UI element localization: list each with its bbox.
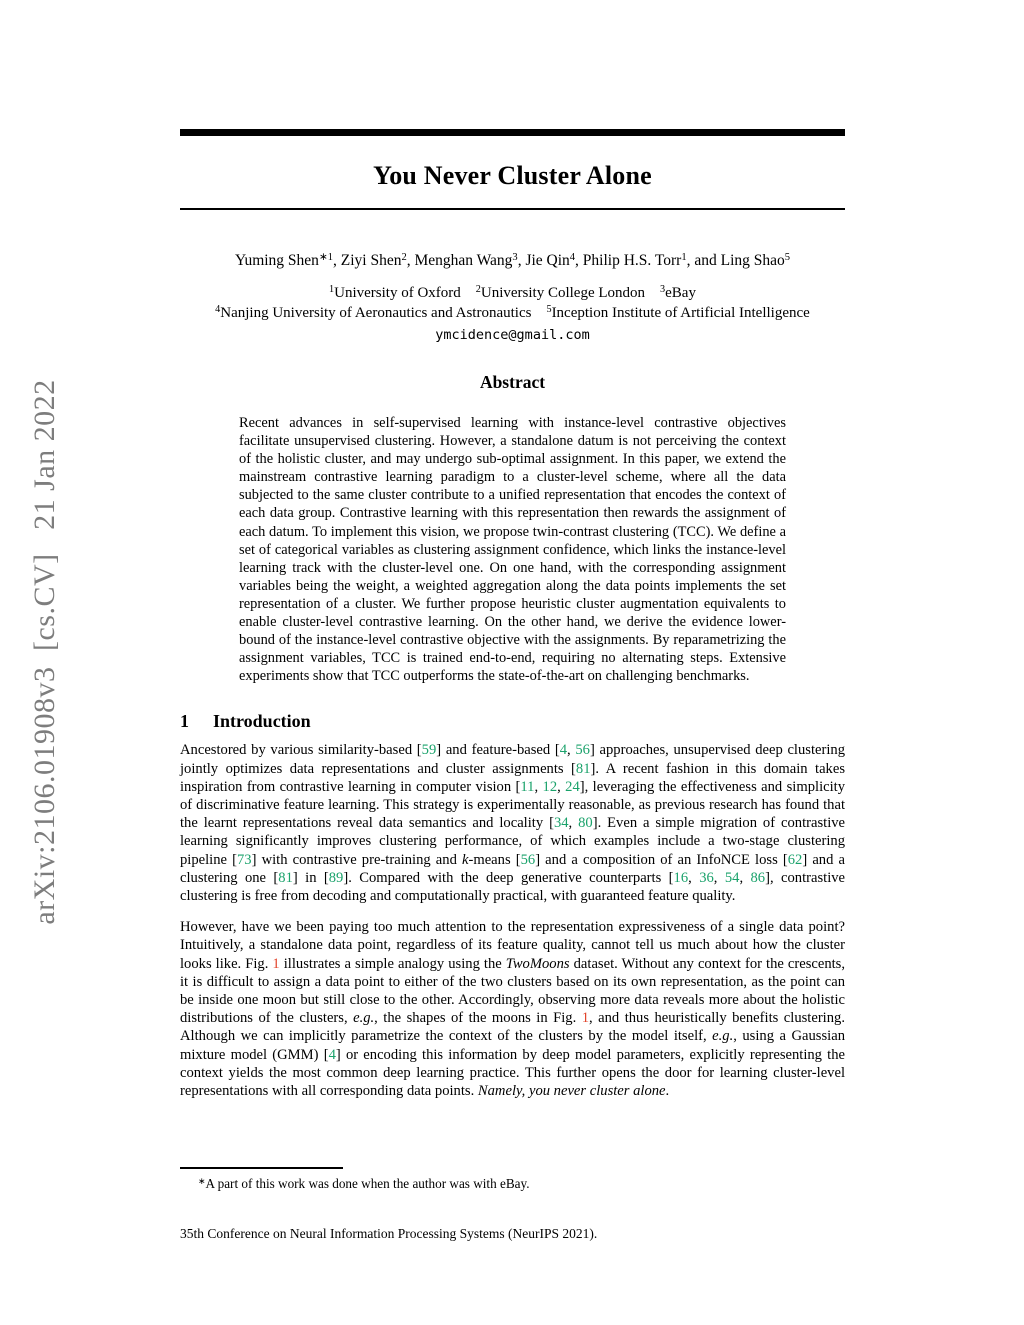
citation-link[interactable]: 86 [750, 869, 766, 886]
citation-link[interactable]: 62 [787, 851, 803, 868]
figure-ref-link[interactable]: 1 [581, 1010, 590, 1027]
section-title: Introduction [213, 711, 311, 732]
abstract-heading: Abstract [479, 372, 546, 392]
italic-text: TwoMoons [505, 955, 570, 972]
citation-link[interactable]: 80 [578, 815, 593, 832]
citation-link[interactable]: 89 [328, 869, 344, 886]
italic-text: Namely, you never cluster alone [477, 1083, 666, 1100]
authors-line: Yuming Shen$^{∗1}$, Ziyi Shen$^2$, Menghan Wang$^3$, Jie Qin$^4$, Philip H.S. Torr$^1$, and Ling Shao$^5$ [234, 252, 791, 269]
section-number: 1 [180, 711, 189, 732]
footnote-rule [180, 1167, 343, 1169]
superscript: 5 [546, 304, 552, 316]
superscript: 2 [401, 252, 407, 264]
citation-link[interactable]: 59 [421, 742, 437, 759]
title-rule-bottom [180, 208, 845, 210]
citation-link[interactable]: 16 [673, 869, 689, 886]
figure-ref-link[interactable]: 1 [272, 955, 280, 972]
superscript: 1 [681, 252, 687, 264]
superscript: ∗1 [318, 252, 334, 264]
citation-link[interactable]: 81 [278, 869, 293, 886]
intro-paragraph-1: Ancestored by various similarity-based [59] and feature-based [4, 56] approaches, unsupervised deep clustering jointly optimizes data representations and cluster assignments [81]. A recent fashion in this domain takes inspiration from contrastive learning in computer vision [11, 12, 24], leveraging the effectiveness and simplicity of discriminative feature learning. This strategy is experimentally reasonable, as previous research has found that the learnt representations reveal data semantics and locality [34, 80]. Even a simple migration of contrastive learning significantly improves clustering performance, of which examples include a two-stage clustering pipeline [73] with contrastive pre-training and k-means [56] and a composition of an InfoNCE loss [62] and a clustering one [81] in [89]. Compared with the deep generative counterparts [16, 36, 54, 86], contrastive clustering is free from decoding and computationally practical, with guaranteed feature quality. [180, 742, 846, 905]
citation-link[interactable]: 56 [520, 851, 536, 868]
affiliations-line-1: $^1$University of Oxford $^2$University College London $^3$eBay [329, 284, 696, 301]
citation-link[interactable]: 56 [575, 742, 590, 759]
citation-link[interactable]: 34 [553, 815, 569, 832]
citation-link[interactable]: 81 [575, 760, 591, 777]
conference-footer: 35th Conference on Neural Information Processing Systems (NeurIPS 2021). [180, 1226, 598, 1241]
superscript: ∗ [198, 1175, 206, 1186]
citation-link[interactable]: 11 [520, 778, 535, 795]
title-rule-top [180, 129, 845, 136]
citation-link[interactable]: 4 [328, 1046, 336, 1063]
superscript: 1 [329, 284, 335, 296]
citation-link[interactable]: 12 [542, 778, 558, 795]
italic-text: e.g. [353, 1010, 375, 1027]
superscript: 4 [215, 304, 221, 316]
citation-link[interactable]: 24 [565, 778, 580, 795]
citation-link[interactable]: 36 [699, 869, 714, 886]
superscript: 3 [660, 284, 666, 296]
intro-paragraph-2: However, have we been paying too much attention to the representation expressiveness of a single data point? Intuitively, a standalone data point, regardless of its feature quality, cannot tell us much about how the cluster looks like. Fig. 1 illustrates a simple analogy using the TwoMoons dataset. Without any context for the crescents, it is difficult to assign a data point to either of the two clusters based on its own representation, as the point can be inside one moon but still close to the other. Accordingly, observing more data reveals more about the holistic distributions of the clusters, e.g., the shapes of the moons in Fig. 1, and thus heuristically benefits clustering. Although we can implicitly parametrize the context of the clusters by the model itself, e.g., using a Gaussian mixture model (GMM) [4] or encoding this information by deep model parameters, explicitly representing the context yields the most common deep learning practice. This further opens the door for learning cluster-level representations with all corresponding data points. Namely, you never cluster alone. [180, 919, 846, 1100]
affiliations-line-2: $^4$Nanjing University of Aeronautics and Astronautics $^5$Inception Institute of Artificial Intelligence [215, 304, 810, 321]
section-heading-introduction [180, 711, 845, 732]
contact-email[interactable]: ymcidence@gmail.com [435, 327, 590, 343]
citation-link[interactable]: 54 [724, 869, 740, 886]
superscript: 2 [475, 284, 481, 296]
superscript: 3 [512, 252, 518, 264]
abstract-text: Recent advances in self-supervised learning with instance-level contrastive objectives facilitate unsupervised clustering. However, a standalone datum is not perceiving the context of the holistic cluster, and may undergo sub-optimal assignment. In this paper, we extend the mainstream contrastive learning paradigm to a cluster-level scheme, where all the data subjected to the same cluster contribute to a unified representation that encodes the context of each data group. Contrastive learning with this representation then rewards the assignment of each datum. To implement this vision, we propose twin-contrast clustering (TCC). We define a set of categorical variables as clustering assignment confidence, which links the instance-level learning track with the cluster-level one. On one hand, with the corresponding assignment variables being the weight, a weighted aggregation along the data points implements the set representation of a cluster. We further propose heuristic cluster augmentation equivalents to enable cluster-level contrastive learning. On the other hand, we derive the evidence lower-bound of the instance-level contrastive objective with the assignments. By reparametrizing the assignment variables, TCC is trained end-to-end, requiring no alternating steps. Extensive experiments show that TCC outperforms the state-of-the-art on challenging benchmarks. [239, 415, 786, 685]
superscript: 5 [784, 252, 791, 264]
paper-title: You Never Cluster Alone [373, 161, 652, 190]
paper-content-column [180, 0, 845, 1100]
citation-link[interactable]: 4 [559, 742, 568, 759]
footnote-text: ∗A part of this work was done when the author was with eBay. [198, 1175, 530, 1191]
arxiv-watermark: arXiv:2106.01908v3 [cs.CV] 21 Jan 2022 [28, 379, 61, 925]
citation-link[interactable]: 73 [237, 851, 252, 868]
italic-text: k [462, 851, 469, 868]
italic-text: e.g. [712, 1028, 734, 1045]
superscript: 4 [569, 252, 576, 264]
